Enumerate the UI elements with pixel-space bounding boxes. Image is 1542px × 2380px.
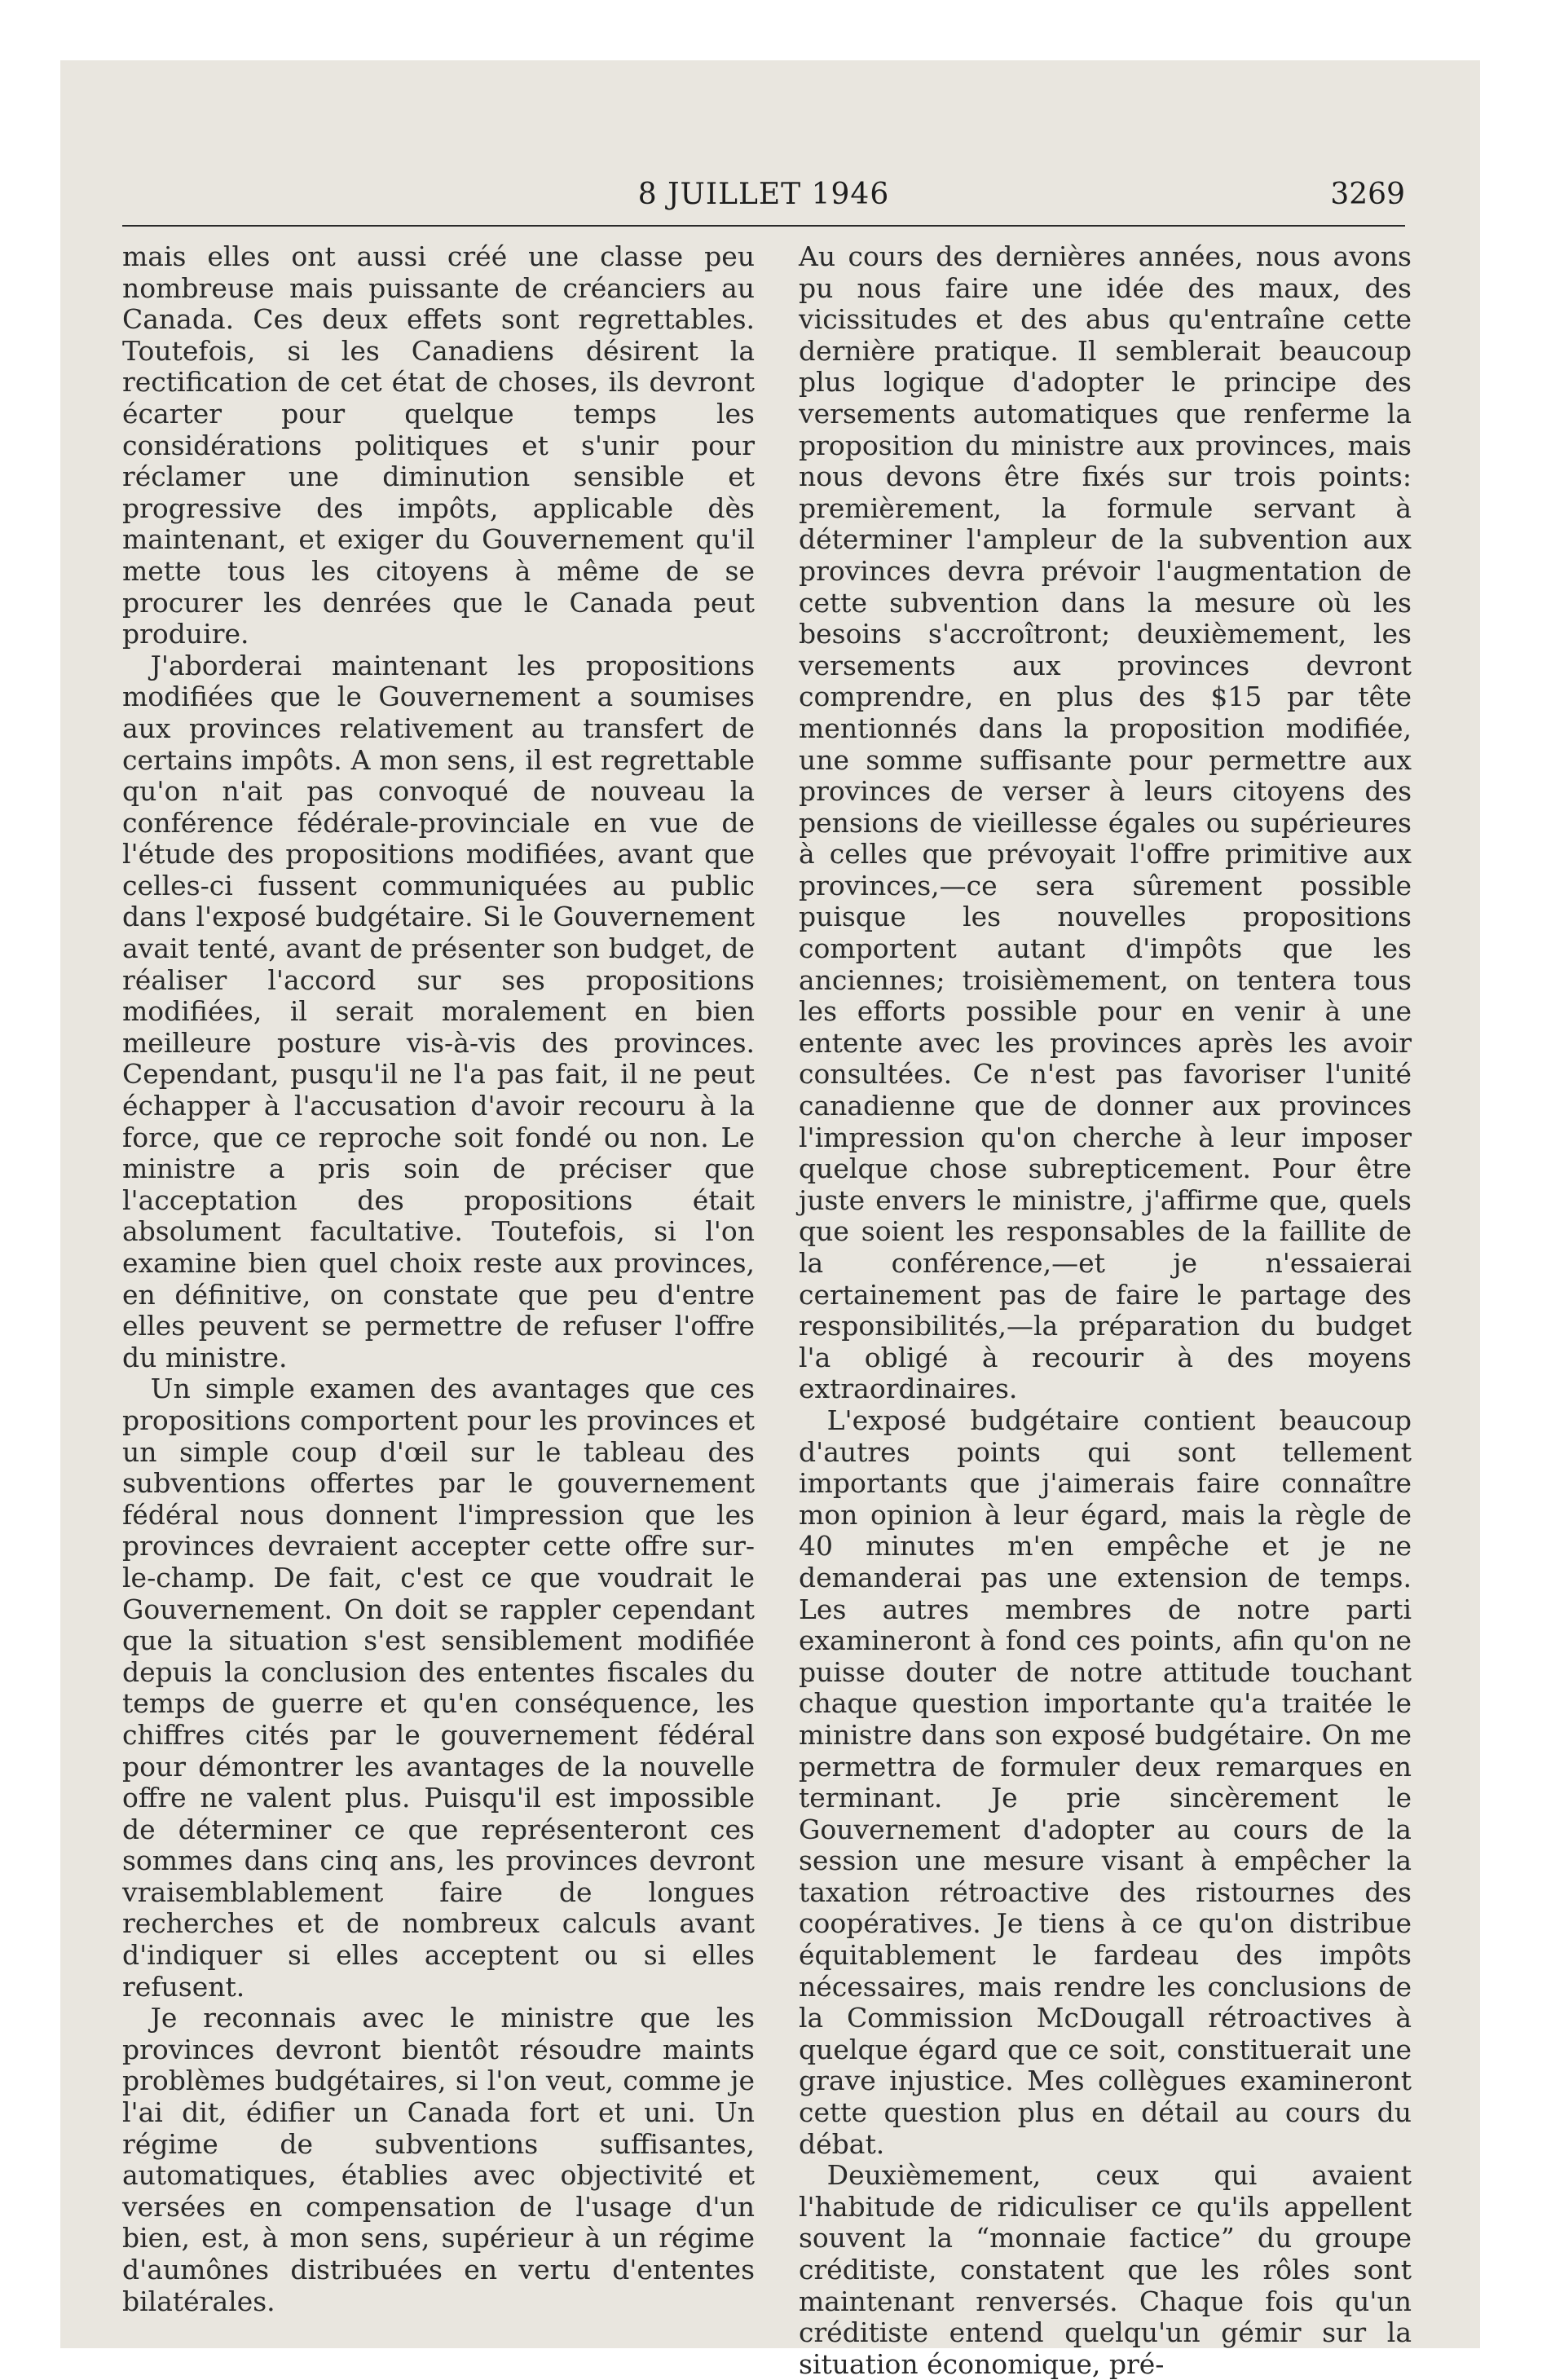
paragraph: J'aborderai maintenant les propositions modifiées que le Gouvernement a soumises aux provinces relativement au transfert de certains impôts. A mon sens, il est regrettable qu'on n'ait pas convoqué de nouveau la conférence fédérale-provinciale en vue de l'étude des propositions modifiées, avant que celles-ci fussent communiquées au public dans l'exposé budgétaire. Si le Gouvernement avait tenté, avant de présenter son budget, de réaliser l'accord sur ses propositions modifiées, il serait moralement en bien meilleure posture vis-à-vis des provinces. Cependant, pusqu'il ne l'a pas fait, il ne peut échapper à l'accusation d'avoir recouru à la force, que ce reproche soit fondé ou non. Le ministre a pris soin de préciser que l'acceptation des propositions était absolument facultative. Toutefois, si l'on examine bien quel choix reste aux provinces, en définitive, on constate que peu d'entre elles peuvent se permettre de refuser l'offre du ministre. <box>122 649 755 1373</box>
paragraph: Je reconnais avec le ministre que les provinces devront bientôt résoudre maints problèmes budgétaires, si l'on veut, comme je l'ai dit, édifier un Canada fort et uni. Un régime de subventions suffisantes, automatiques, établies avec objectivité et versées en compensation de l'usage d'un bien, est, à mon sens, supérieur à un régime d'aumônes distribuées en vertu d'ententes bilatérales. <box>122 2002 755 2317</box>
left-column <box>122 240 755 2317</box>
scanned-page <box>60 60 1480 2380</box>
page-number: 3269 <box>1330 178 1405 211</box>
page-header <box>122 176 1405 227</box>
paragraph: Un simple examen des avantages que ces propositions comportent pour les provinces et un simple coup d'œil sur le tableau des subventions offertes par le gouvernement fédéral nous donnent l'impression que les provinces devraient accepter cette offre sur-le-champ. De fait, c'est ce que voudrait le Gouvernement. On doit se rappler cependant que la situation s'est sensiblement modifiée depuis la conclusion des ententes fiscales du temps de guerre et qu'en conséquence, les chiffres cités par le gouvernement fédéral pour démontrer les avantages de la nouvelle offre ne valent plus. Puisqu'il est impossible de déterminer ce que représenteront ces sommes dans cinq ans, les provinces devront vraisemblablement faire de longues recherches et de nombreux calculs avant d'indiquer si elles acceptent ou si elles refusent. <box>122 1373 755 2003</box>
right-column <box>799 240 1412 2380</box>
paragraph: Deuxièmement, ceux qui avaient l'habitude de ridiculiser ce qu'ils appellent souvent la “monnaie factice” du groupe créditiste, constatent que les rôles sont maintenant renversés. Chaque fois qu'un créditiste entend quelqu'un gémir sur la situation économique, pré- <box>799 2159 1412 2380</box>
paragraph: Au cours des dernières années, nous avons pu nous faire une idée des maux, des vicissitudes et des abus qu'entraîne cette dernière pratique. Il semblerait beaucoup plus logique d'adopter le principe des versements automatiques que renferme la proposition du ministre aux provinces, mais nous devons être fixés sur trois points: premièrement, la formule servant à déterminer l'ampleur de la subvention aux provinces devra prévoir l'augmentation de cette subvention dans la mesure où les besoins s'accroîtront; deuxièmement, les versements aux provinces devront comprendre, en plus des $15 par tête mentionnés dans la proposition modifiée, une somme suffisante pour permettre aux provinces de verser à leurs citoyens des pensions de vieillesse égales ou supérieures à celles que prévoyait l'offre primitive aux provinces,—ce sera sûrement possible puisque les nouvelles propositions comportent autant d'impôts que les anciennes; troisièmement, on tentera tous les efforts possible pour en venir à une entente avec les provinces après les avoir consultées. Ce n'est pas favoriser l'unité canadienne que de donner aux provinces l'impression qu'on cherche à leur imposer quelque chose subrepticement. Pour être juste envers le ministre, j'affirme que, quels que soient les responsables de la faillite de la conférence,—et je n'essaierai certainement pas de faire le partage des responsibilités,—la préparation du budget l'a obligé à recourir à des moyens extraordinaires. <box>799 240 1412 1405</box>
paragraph: L'exposé budgétaire contient beaucoup d'autres points qui sont tellement importants que j'aimerais faire connaître mon opinion à leur égard, mais la règle de 40 minutes m'en empêche et je ne demanderai pas une extension de temps. Les autres membres de notre parti examineront à fond ces points, afin qu'on ne puisse douter de notre attitude touchant chaque question importante qu'a traitée le ministre dans son exposé budgétaire. On me permettra de formuler deux remarques en terminant. Je prie sincèrement le Gouvernement d'adopter au cours de la session une mesure visant à empêcher la taxation rétroactive des ristournes des coopératives. Je tiens à ce qu'on distribue équitablement le fardeau des impôts nécessaires, mais rendre les conclusions de la Commission McDougall rétroactives à quelque égard que ce soit, constituerait une grave injustice. Mes collègues examineront cette question plus en détail au cours du débat. <box>799 1404 1412 2160</box>
header-date: 8 JUILLET 1946 <box>637 178 890 211</box>
paragraph: mais elles ont aussi créé une classe peu nombreuse mais puissante de créanciers au Canada. Ces deux effets sont regrettables. Toutefois, si les Canadiens désirent la rectification de cet état de choses, ils devront écarter pour quelque temps les considérations politiques et s'unir pour réclamer une diminution sensible et progressive des impôts, applicable dès maintenant, et exiger du Gouvernement qu'il mette tous les citoyens à même de se procurer les denrées que le Canada peut produire. <box>122 240 755 650</box>
